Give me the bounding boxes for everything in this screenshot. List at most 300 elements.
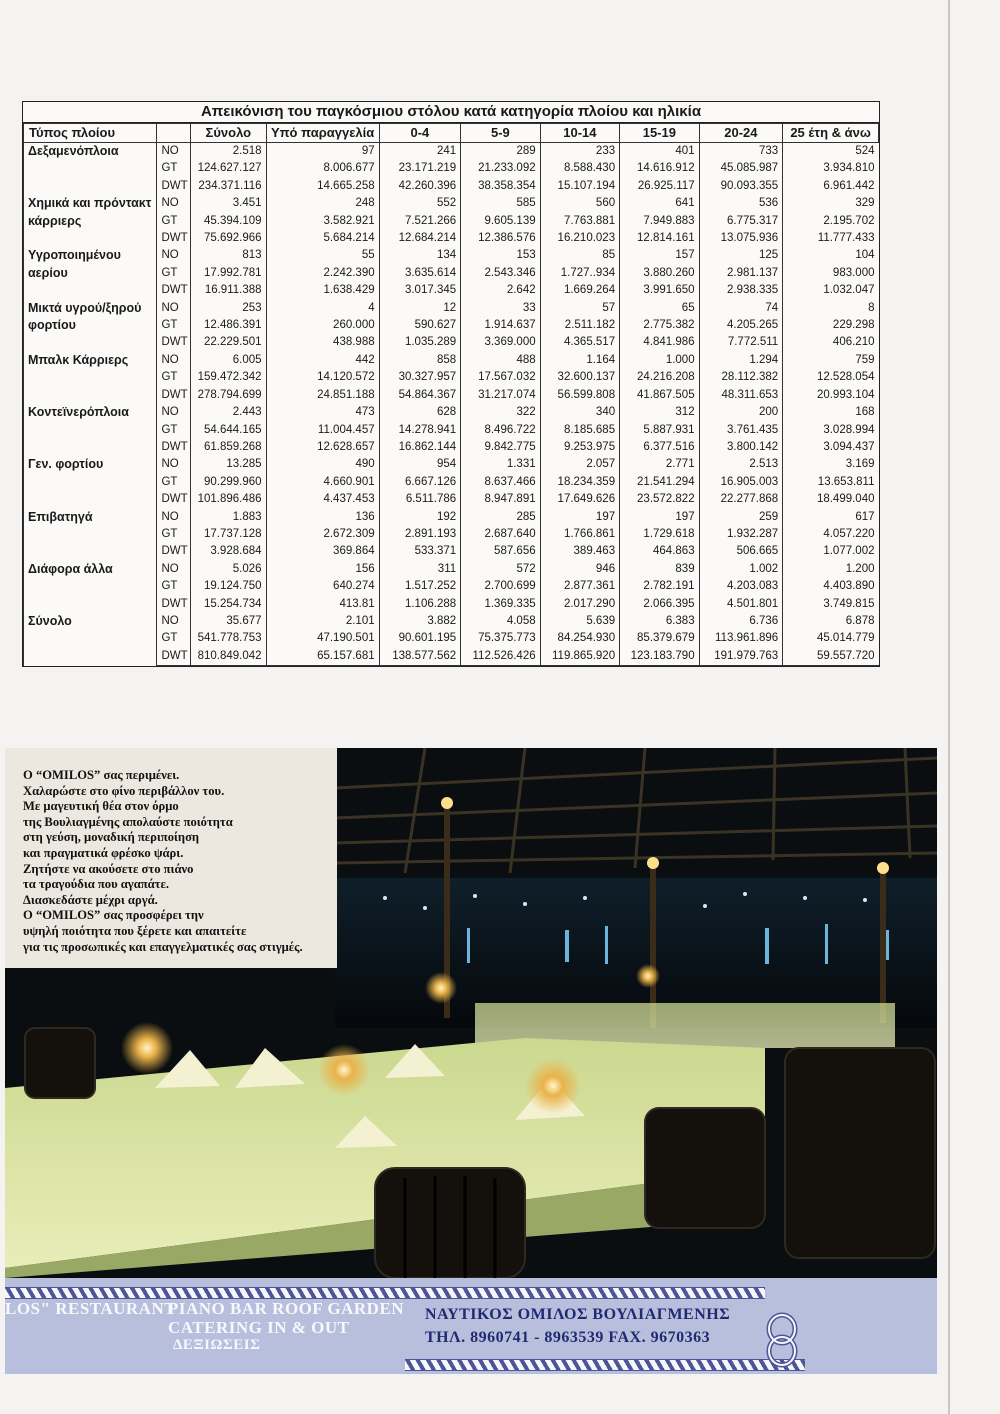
table-cell: 57 [540,300,619,317]
table-cell: 18.499.040 [783,491,879,508]
table-cell: 12 [379,300,461,317]
table-cell: 2.687.640 [461,526,540,543]
table-cell: 8.006.677 [266,160,379,177]
table-cell: 18.234.359 [540,474,619,491]
table-cell: 33 [461,300,540,317]
table-cell: 11.777.433 [783,230,879,247]
table-cell: 289 [461,143,540,161]
table-cell: 6.775.317 [699,213,783,230]
advert-copy-line: και πραγματικά φρέσκο ψάρι. [23,845,184,860]
metric-label: GT [157,578,191,595]
table-cell: 401 [620,143,699,161]
table-cell: 1.729.618 [620,526,699,543]
advert-copy-line: για τις προσωπικές και επαγγελματικές σας στιγμές. [23,939,303,954]
table-cell: 75.692.966 [191,230,266,247]
table-cell: 464.863 [620,543,699,560]
table-cell: 4.057.220 [783,526,879,543]
table-cell: 329 [783,195,879,212]
metric-label: DWT [157,387,191,404]
table-cell: 23.572.822 [620,491,699,508]
table-cell: 438.988 [266,334,379,351]
advert-copy-line: Διασκεδάστε μέχρι αργά. [23,892,158,907]
metric-label: NO [157,561,191,578]
piano-bar-label: PIANO BAR ROOF GARDEN [168,1299,405,1318]
table-cell: 17.649.626 [540,491,619,508]
table-cell: 9.605.139 [461,213,540,230]
table-cell: 733 [699,143,783,161]
table-cell: 4.203.083 [699,578,783,595]
table-cell: 2.543.346 [461,265,540,282]
metric-label: NO [157,509,191,526]
metric-label: GT [157,474,191,491]
table-cell: 12.386.576 [461,230,540,247]
table-cell: 15.107.194 [540,178,619,195]
table-cell: 12.814.161 [620,230,699,247]
ship-category: Σύνολο [24,613,157,666]
table-cell: 340 [540,404,619,421]
table-cell: 16.862.144 [379,439,461,456]
table-cell: 490 [266,456,379,473]
ship-category: Μπαλκ Κάρριερς [24,352,157,404]
table-cell: 13.075.936 [699,230,783,247]
table-cell: 234.371.116 [191,178,266,195]
table-cell: 2.672.309 [266,526,379,543]
metric-label: NO [157,143,191,161]
table-cell: 1.883 [191,509,266,526]
table-cell: 197 [540,509,619,526]
table-cell: 954 [379,456,461,473]
table-cell: 112.526.426 [461,648,540,666]
table-cell: 85.379.679 [620,630,699,647]
table-cell: 2.513 [699,456,783,473]
rope-border-lower [405,1359,805,1371]
table-cell: 3.369.000 [461,334,540,351]
table-cell: 1.331 [461,456,540,473]
metric-label: DWT [157,648,191,666]
table-cell: 1.200 [783,561,879,578]
table-cell: 3.094.437 [783,439,879,456]
metric-label: NO [157,352,191,369]
page-edge [948,0,950,1414]
table-cell: 3.635.614 [379,265,461,282]
table-cell: 101.896.486 [191,491,266,508]
advert-text-box [5,748,337,968]
table-cell: 61.859.268 [191,439,266,456]
table-row [24,404,879,421]
table-cell: 533.371 [379,543,461,560]
table-cell: 113.961.896 [699,630,783,647]
table-cell: 134 [379,247,461,264]
table-cell: 839 [620,561,699,578]
table-cell: 8.185.685 [540,422,619,439]
table-cell: 1.106.288 [379,596,461,613]
table-cell: 2.511.182 [540,317,619,334]
table-cell: 4.841.986 [620,334,699,351]
table-cell: 16.905.003 [699,474,783,491]
club-name: ΝΑΥΤΙΚΟΣ ΟΜΙΛΟΣ ΒΟΥΛΙΑΓΜΕΝΗΣ [425,1306,731,1323]
table-cell: 4.403.890 [783,578,879,595]
metric-label: DWT [157,178,191,195]
advert-copy-line: Με μαγευτική θέα στον όρμο [23,799,179,814]
ship-category: Κοντεϊνερόπλοια [24,404,157,456]
table-cell: 38.358.354 [461,178,540,195]
table-cell: 3.800.142 [699,439,783,456]
metric-label: GT [157,317,191,334]
table-cell: 1.369.335 [461,596,540,613]
metric-label: DWT [157,334,191,351]
table-cell: 858 [379,352,461,369]
metric-label: GT [157,265,191,282]
table-cell: 23.171.219 [379,160,461,177]
metric-label: NO [157,195,191,212]
table-cell: 3.451 [191,195,266,212]
table-cell: 524 [783,143,879,161]
table-cell: 159.472.342 [191,369,266,386]
table-cell: 24.216.208 [620,369,699,386]
table-cell: 84.254.930 [540,630,619,647]
table-cell: 810.849.042 [191,648,266,666]
advert-copy-line: υψηλή ποιότητα που ξέρετε και απαιτείτε [23,923,247,938]
table-cell: 587.656 [461,543,540,560]
table-cell: 3.991.650 [620,282,699,299]
metric-label: NO [157,456,191,473]
table-cell: 42.260.396 [379,178,461,195]
omilos-advert [5,748,937,1374]
column-header: Τύπος πλοίου [24,124,157,143]
table-row [24,143,879,161]
table-cell: 2.700.699 [461,578,540,595]
table-cell: 946 [540,561,619,578]
metric-label: DWT [157,543,191,560]
table-cell: 9.253.975 [540,439,619,456]
table-cell: 97 [266,143,379,161]
metric-label: GT [157,630,191,647]
table-cell: 473 [266,404,379,421]
table-cell: 2.938.335 [699,282,783,299]
table-cell: 45.394.109 [191,213,266,230]
table-cell: 3.028.994 [783,422,879,439]
table-cell: 31.217.074 [461,387,540,404]
table-cell: 55 [266,247,379,264]
table-row [24,456,879,473]
restaurant-label: LOS" RESTAURANT [5,1299,177,1318]
table-cell: 22.229.501 [191,334,266,351]
table-cell: 2.017.290 [540,596,619,613]
table-cell: 1.517.252 [379,578,461,595]
column-header: 20-24 [699,124,783,143]
table-cell: 104 [783,247,879,264]
table-cell: 136 [266,509,379,526]
table-cell: 12.486.391 [191,317,266,334]
table-cell: 4.205.265 [699,317,783,334]
table-cell: 3.017.345 [379,282,461,299]
table-cell: 389.463 [540,543,619,560]
table-cell: 413.81 [266,596,379,613]
table-cell: 124.627.127 [191,160,266,177]
table-cell: 15.254.734 [191,596,266,613]
ship-category: Χημικά και πρόντακτ κάρριερς [24,195,157,247]
table-cell: 2.101 [266,613,379,630]
table-cell: 2.242.390 [266,265,379,282]
metric-label: DWT [157,230,191,247]
advert-copy-line: τα τραγούδια που αγαπάτε. [23,877,169,892]
table-cell: 14.120.572 [266,369,379,386]
table-cell: 1.035.289 [379,334,461,351]
table-cell: 1.077.002 [783,543,879,560]
catering-label: CATERING IN & OUT [168,1318,350,1337]
table-cell: 21.541.294 [620,474,699,491]
table-cell: 1.032.047 [783,282,879,299]
table-cell: 2.981.137 [699,265,783,282]
table-cell: 229.298 [783,317,879,334]
table-body [24,143,879,666]
table-cell: 19.124.750 [191,578,266,595]
table-cell: 24.851.188 [266,387,379,404]
table-cell: 153 [461,247,540,264]
advert-copy [23,768,333,955]
table-cell: 26.925.117 [620,178,699,195]
table-cell: 90.299.960 [191,474,266,491]
table-cell: 640.274 [266,578,379,595]
table-cell: 3.169 [783,456,879,473]
table-cell: 3.761.435 [699,422,783,439]
table-cell: 74 [699,300,783,317]
table-cell: 191.979.763 [699,648,783,666]
table-cell: 1.638.429 [266,282,379,299]
table-cell: 119.865.920 [540,648,619,666]
table-row [24,509,879,526]
table-cell: 90.093.355 [699,178,783,195]
table-cell: 617 [783,509,879,526]
table-cell: 3.880.260 [620,265,699,282]
fleet-data-table [23,123,879,666]
table-cell: 5.026 [191,561,266,578]
table-cell: 5.684.214 [266,230,379,247]
ship-category: Γεν. φορτίου [24,456,157,508]
table-cell: 3.934.810 [783,160,879,177]
table-cell: 2.195.702 [783,213,879,230]
table-cell: 17.992.781 [191,265,266,282]
table-cell: 260.000 [266,317,379,334]
table-cell: 56.599.808 [540,387,619,404]
column-header: Υπό παραγγελία [266,124,379,143]
table-cell: 8.947.891 [461,491,540,508]
ship-category: Δεξαμενόπλοια [24,143,157,196]
table-cell: 14.616.912 [620,160,699,177]
table-cell: 233 [540,143,619,161]
table-cell: 572 [461,561,540,578]
table-cell: 7.763.881 [540,213,619,230]
table-cell: 6.383 [620,613,699,630]
table-cell: 6.005 [191,352,266,369]
table-cell: 1.669.264 [540,282,619,299]
metric-label: DWT [157,491,191,508]
advert-copy-line: Ο “OMILOS” σας περιμένει. [23,768,180,782]
table-cell: 1.766.861 [540,526,619,543]
ship-category: Μικτά υγρού/ξηρού φορτίου [24,300,157,352]
table-cell: 278.794.699 [191,387,266,404]
table-cell: 16.210.023 [540,230,619,247]
table-cell: 259 [699,509,783,526]
table-cell: 65 [620,300,699,317]
table-cell: 14.665.258 [266,178,379,195]
table-cell: 248 [266,195,379,212]
table-cell: 28.112.382 [699,369,783,386]
table-cell: 311 [379,561,461,578]
table-title: Απεικόνιση του παγκόσμιου στόλου κατά κατηγορία πλοίου και ηλικία [23,102,879,123]
table-row [24,613,879,630]
table-cell: 47.190.501 [266,630,379,647]
table-cell: 8.637.466 [461,474,540,491]
table-cell: 641 [620,195,699,212]
table-cell: 85 [540,247,619,264]
table-cell: 156 [266,561,379,578]
table-cell: 7.949.883 [620,213,699,230]
table-cell: 35.677 [191,613,266,630]
table-cell: 1.914.637 [461,317,540,334]
table-cell: 8.496.722 [461,422,540,439]
advert-copy-line: Χαλαρώστε στο φίνο περιβάλλον του. [23,783,225,798]
table-cell: 536 [699,195,783,212]
metric-label: GT [157,526,191,543]
table-row [24,300,879,317]
table-cell: 12.684.214 [379,230,461,247]
table-cell: 4.660.901 [266,474,379,491]
metric-label: DWT [157,282,191,299]
table-cell: 59.557.720 [783,648,879,666]
table-cell: 2.518 [191,143,266,161]
table-cell: 17.737.128 [191,526,266,543]
table-cell: 241 [379,143,461,161]
metric-label: NO [157,613,191,630]
table-cell: 4.501.801 [699,596,783,613]
table-cell: 1.000 [620,352,699,369]
table-cell: 90.601.195 [379,630,461,647]
rope-border [5,1287,765,1299]
table-cell: 590.627 [379,317,461,334]
ship-category: Διάφορα άλλα [24,561,157,613]
table-cell: 75.375.773 [461,630,540,647]
table-cell: 54.644.165 [191,422,266,439]
table-cell: 13.653.811 [783,474,879,491]
table-cell: 488 [461,352,540,369]
metric-label: GT [157,369,191,386]
table-cell: 813 [191,247,266,264]
table-cell: 285 [461,509,540,526]
table-cell: 983.000 [783,265,879,282]
column-header: 0-4 [379,124,461,143]
table-cell: 541.778.753 [191,630,266,647]
metric-label: GT [157,213,191,230]
table-cell: 8.588.430 [540,160,619,177]
table-cell: 168 [783,404,879,421]
table-cell: 1.727..934 [540,265,619,282]
table-cell: 22.277.868 [699,491,783,508]
table-cell: 4.058 [461,613,540,630]
table-cell: 16.911.388 [191,282,266,299]
table-cell: 2.057 [540,456,619,473]
table-cell: 4.437.453 [266,491,379,508]
table-cell: 32.600.137 [540,369,619,386]
table-cell: 2.877.361 [540,578,619,595]
table-cell: 6.878 [783,613,879,630]
table-cell: 65.157.681 [266,648,379,666]
table-cell: 9.842.775 [461,439,540,456]
table-cell: 3.582.921 [266,213,379,230]
table-cell: 5.639 [540,613,619,630]
table-cell: 12.528.054 [783,369,879,386]
table-cell: 7.772.511 [699,334,783,351]
table-cell: 369.864 [266,543,379,560]
table-cell: 1.002 [699,561,783,578]
table-cell: 123.183.790 [620,648,699,666]
table-cell: 1.164 [540,352,619,369]
ship-category: Υγροποιημένου αερίου [24,247,157,299]
table-cell: 312 [620,404,699,421]
table-row [24,247,879,264]
table-cell: 30.327.957 [379,369,461,386]
table-cell: 628 [379,404,461,421]
table-cell: 125 [699,247,783,264]
table-cell: 6.511.786 [379,491,461,508]
metric-label: DWT [157,439,191,456]
metric-label: NO [157,404,191,421]
metric-label: GT [157,160,191,177]
table-cell: 6.667.126 [379,474,461,491]
table-cell: 560 [540,195,619,212]
column-header: 5-9 [461,124,540,143]
metric-label: NO [157,247,191,264]
table-cell: 41.867.505 [620,387,699,404]
metric-label: NO [157,300,191,317]
table-row [24,352,879,369]
table-cell: 2.891.193 [379,526,461,543]
table-cell: 14.278.941 [379,422,461,439]
column-header: 10-14 [540,124,619,143]
table-cell: 253 [191,300,266,317]
table-cell: 2.642 [461,282,540,299]
table-cell: 8 [783,300,879,317]
table-cell: 6.377.516 [620,439,699,456]
column-header [157,124,191,143]
ship-category: Επιβατηγά [24,509,157,561]
metric-label: GT [157,422,191,439]
table-header-row [24,124,879,143]
table-cell: 4.365.517 [540,334,619,351]
advert-copy-line: Ζητήστε να ακούσετε στο πιάνο [23,861,194,876]
table-row [24,195,879,212]
table-cell: 45.085.987 [699,160,783,177]
table-cell: 585 [461,195,540,212]
table-cell: 406.210 [783,334,879,351]
column-header: 25 έτη & άνω [783,124,879,143]
table-cell: 197 [620,509,699,526]
table-cell: 48.311.653 [699,387,783,404]
table-cell: 442 [266,352,379,369]
table-cell: 552 [379,195,461,212]
fleet-table [22,101,880,667]
table-cell: 2.443 [191,404,266,421]
table-cell: 54.864.367 [379,387,461,404]
table-row [24,561,879,578]
table-cell: 2.782.191 [620,578,699,595]
table-cell: 3.882 [379,613,461,630]
table-cell: 12.628.657 [266,439,379,456]
column-header: 15-19 [620,124,699,143]
advert-copy-line: στη γεύση, μοναδική περιποίηση [23,830,200,845]
table-cell: 6.961.442 [783,178,879,195]
table-cell: 1.294 [699,352,783,369]
